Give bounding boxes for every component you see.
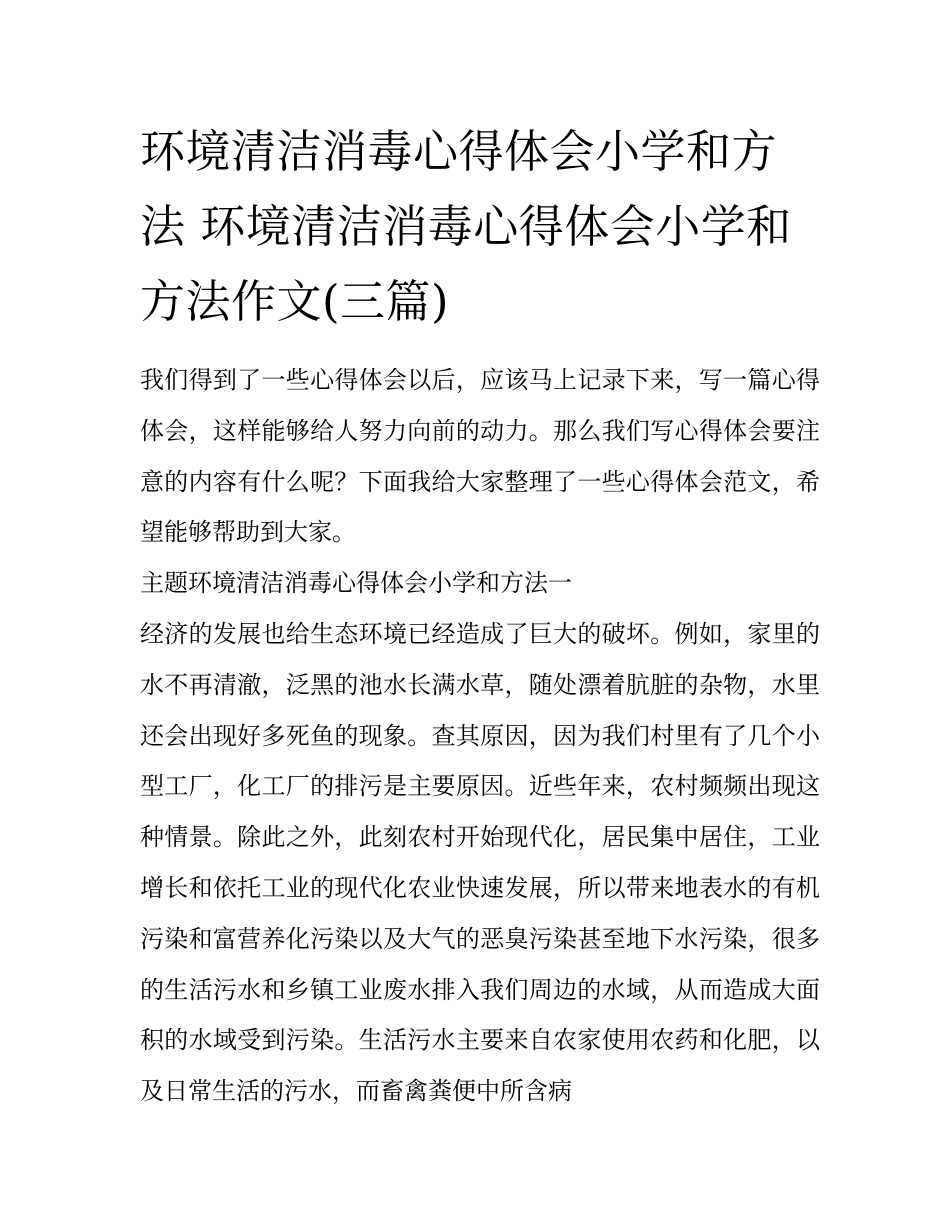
document-body [140, 355, 820, 1117]
document-title: 环境清洁消毒心得体会小学和方法 环境清洁消毒心得体会小学和方法作文(三篇) [140, 125, 792, 328]
body-paragraph: 经济的发展也给生态环境已经造成了巨大的破坏。例如，家里的水不再清澈，泛黑的池水长满水草，随处漂着肮脏的杂物，水里还会出现好多死鱼的现象。查其原因，因为我们村里有了几个小型工厂，化工厂的排污是主要原因。近些年来，农村频频出现这种情景。除此之外，此刻农村开始现代化，居民集中居住，工业增长和依托工业的现代化农业快速发展，所以带来地表水的有机污染和富营养化污染以及大气的恶臭污染甚至地下水污染，很多的生活污水和乡镇工业废水排入我们周边的水域，从而造成大面积的水域受到污染。生活污水主要来自农家使用农药和化肥，以及日常生活的污水，而畜禽粪便中所含病 [140, 619, 820, 1106]
section-heading: 主题环境清洁消毒心得体会小学和方法一 [140, 569, 572, 598]
intro-paragraph: 我们得到了一些心得体会以后，应该马上记录下来，写一篇心得体会，这样能够给人努力向前的动力。那么我们写心得体会要注意的内容有什么呢？下面我给大家整理了一些心得体会范文，希望能够帮助到大家。 [140, 366, 820, 547]
